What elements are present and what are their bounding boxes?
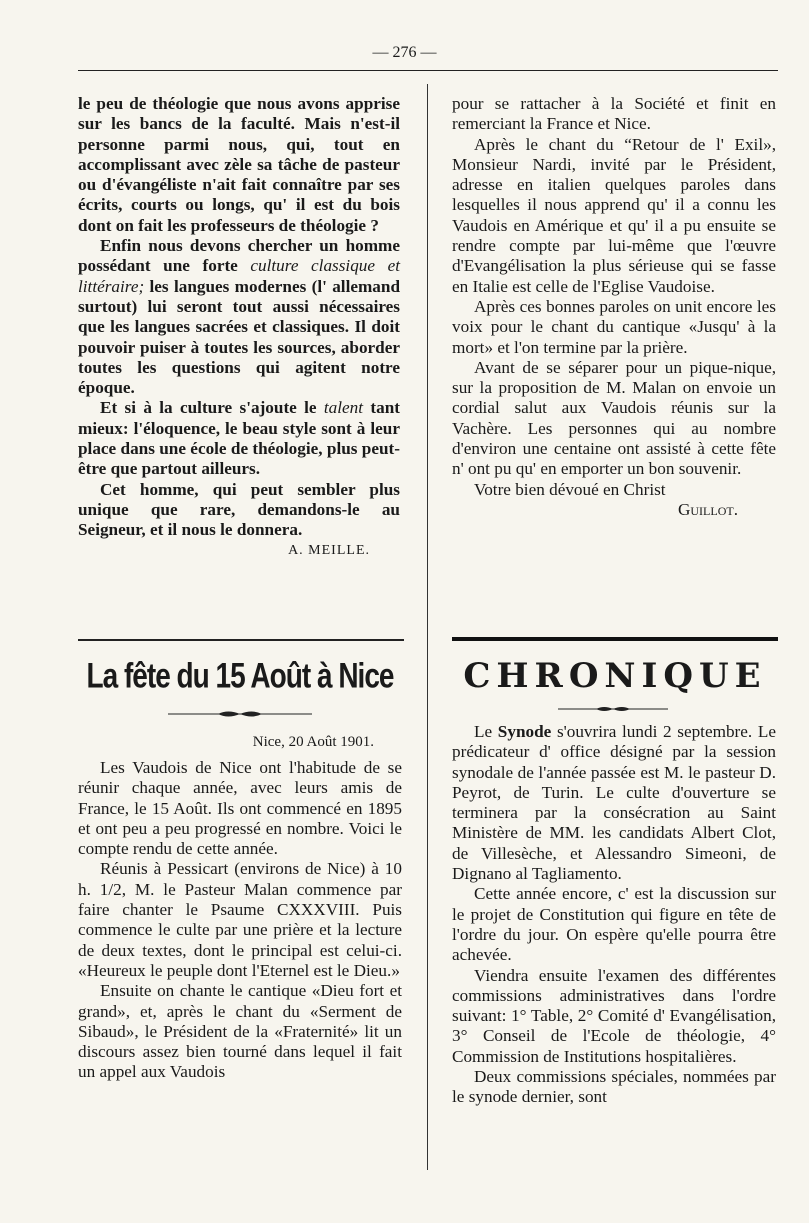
section-title: CHRONIQUE bbox=[463, 656, 767, 696]
right-column-continuation bbox=[452, 94, 776, 520]
ornament-divider bbox=[558, 704, 668, 714]
dateline: Nice, 20 Août 1901. bbox=[252, 734, 374, 750]
left-column-continuation bbox=[78, 94, 400, 561]
article-title: La fête du 15 Août à Nice bbox=[86, 656, 394, 695]
paragraph bbox=[78, 236, 400, 398]
paragraph: Cette année encore, c' est la discussion sur le projet de Constitution qui figure en tête de l'ordre du jour. On espère qu'elle pourra être achevée. bbox=[452, 884, 776, 965]
paragraph: Les Vaudois de Nice ont l'habitude de se réunir chaque année, avec leurs amis de France, le 15 Août. Ils ont commencé en 1895 et ont peu a peu progressé en nombre. Voici le compte rendu de cette année. bbox=[78, 758, 402, 859]
text-run: Le bbox=[474, 722, 498, 741]
section-rule bbox=[452, 637, 778, 641]
paragraph: Après ces bonnes paroles on unit encore les voix pour le chant du cantique «Jusqu' à la mort» et l'on termine par la prière. bbox=[452, 296, 776, 357]
paragraph: Après le chant du “Retour de l' Exil», Monsieur Nardi, invité par le Président, adresse en italien quelques paroles dans lesquelles il nous apprend qu' il a connu les Vaudois en Amérique et qu' il a pu ensuite se rendre compte par lui-même que l'œuvre d'Evangélisation la plus sérieuse qui se fasse en Italie est celle de l'Eglise Vaudoise. bbox=[452, 134, 776, 296]
italic-text: culture classique et littéraire; bbox=[78, 256, 400, 296]
bold-text: Synode bbox=[497, 722, 552, 741]
page-number: — 276 — bbox=[372, 44, 437, 61]
paragraph: Avant de se séparer pour un pique-nique, sur la proposition de M. Malan on envoie un cordial salut aux Vaudois réunis sur la Vachère. Les personnes qui au nombre d'environ une centaine ont assisté à cette fête n' ont pu qu' en emporter un bon souvenir. bbox=[452, 357, 776, 479]
fete-article-body bbox=[78, 758, 402, 1083]
text-run: tant mieux: l'éloquence, le beau style sont à leur place dans une école de théologie, plus peut-être que partout ailleurs. bbox=[78, 398, 400, 479]
text-run: les langues modernes (l' allemand surtout) lui seront tout aussi nécessaires que les langues sacrées et classiques. Il doit pouvoir puiser à toutes les sources, aborder toutes les questions qui agitent notre époque. bbox=[78, 276, 400, 398]
text-run: Et si à la culture s'ajoute le bbox=[100, 398, 324, 418]
paragraph: le peu de théologie que nous avons apprise sur les bancs de la faculté. Mais n'est-il personne parmi nous, qui, tout en accomplissant avec zèle sa tâche de pasteur ou d'évangéliste n'ait fait connaître par ses écrits, courts ou longs, qu' il est du bois dont on fait les professeurs de théologie ? bbox=[78, 94, 400, 235]
text-run: Enfin nous devons chercher un homme possédant une forte bbox=[78, 236, 400, 276]
paragraph: Votre bien dévoué en Christ bbox=[474, 479, 666, 499]
paragraph bbox=[78, 398, 400, 479]
ornament-divider bbox=[168, 708, 312, 720]
author-signature: Guillot. bbox=[677, 499, 738, 519]
paragraph: Ensuite on chante le cantique «Dieu fort et grand», et, après le chant du «Serment de Sibaud», le Président de la «Fraternité» lit un discours assez bien tourné dans lequel il fait un appel aux Vaudois bbox=[78, 981, 402, 1082]
paragraph: pour se rattacher à la Société et finit en remerciant la France et Nice. bbox=[452, 94, 776, 134]
column-divider bbox=[427, 84, 428, 1170]
text-run: s'ouvrira lundi 2 septembre. Le prédicateur d' office désigné par la session synodale de l'année passée est M. le pasteur D. Peyrot, de Turin. Le culte d'ouverture se terminera par la consécration au Saint Ministère de MM. les candidats Albert Clot, de Villesèche, et Alessandro Simeoni, de Dignano al Tagliamento. bbox=[452, 722, 776, 884]
paragraph bbox=[452, 722, 776, 884]
header-rule bbox=[78, 70, 778, 71]
author-signature: A. MEILLE. bbox=[288, 542, 370, 558]
section-rule bbox=[78, 639, 404, 641]
italic-text: talent bbox=[323, 398, 364, 418]
paragraph: Viendra ensuite l'examen des différentes commissions administratives dans l'ordre suivant: 1° Table, 2° Comité d' Evangélisation, 3° Conseil de l'Ecole de théologie, 4° Commission de Institutions hospitalières. bbox=[452, 965, 776, 1066]
chronique-body bbox=[452, 722, 776, 1108]
paragraph: Deux commissions spéciales, nommées par le synode dernier, sont bbox=[452, 1067, 776, 1107]
paragraph: Cet homme, qui peut sembler plus unique que rare, demandons-le au Seigneur, et il nous le donnera. bbox=[78, 479, 400, 540]
paragraph: Réunis à Pessicart (environs de Nice) à 10 h. 1/2, M. le Pasteur Malan commence par faire chanter le Psaume CXXXVIII. Puis commence le culte par une prière et la lecture de deux textes, dont le principal est celui-ci. «Heureux le peuple dont l'Eternel est le Dieu.» bbox=[78, 859, 402, 980]
